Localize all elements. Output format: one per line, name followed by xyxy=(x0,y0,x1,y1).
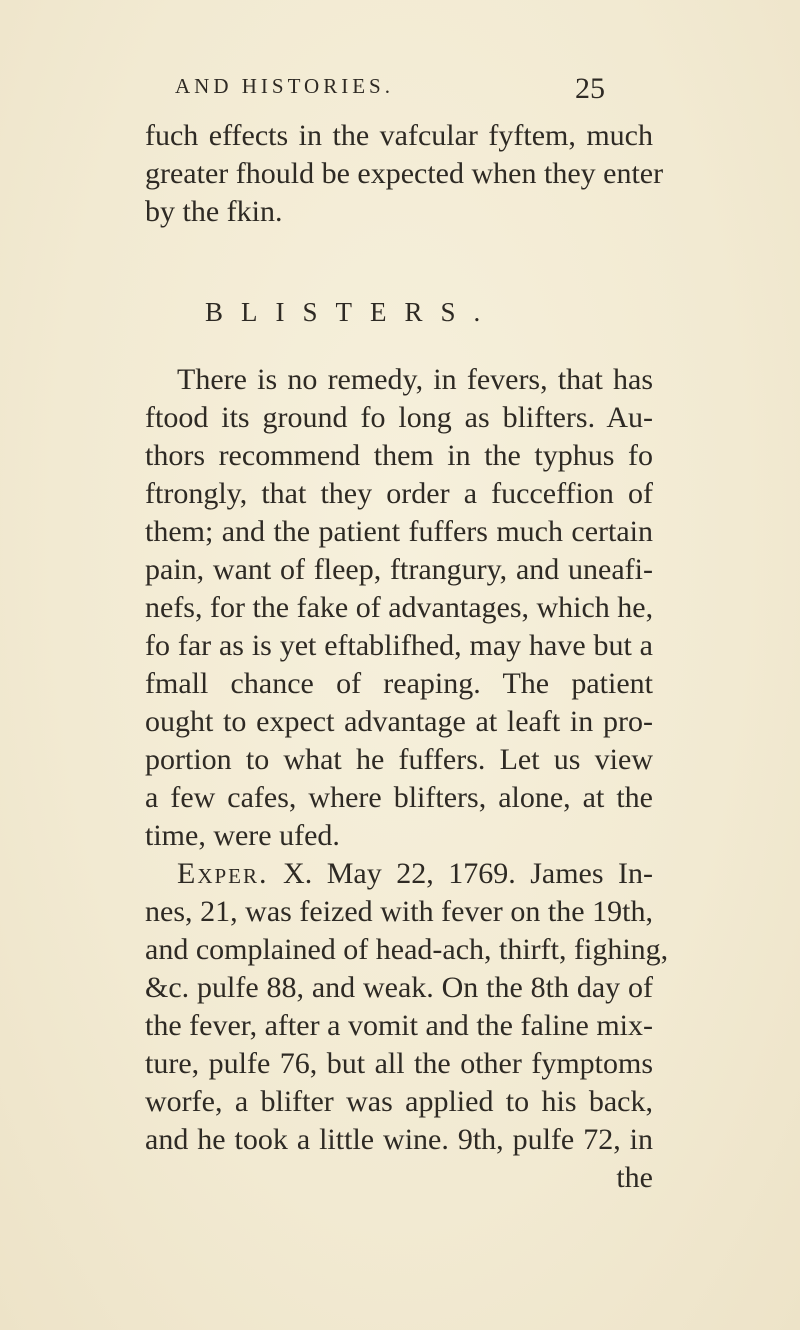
text-line: and complained of head-ach, thirft, fighing, xyxy=(145,933,669,966)
catchword: the xyxy=(616,1161,653,1194)
text-line: fo far as is yet eftablifhed, may have but a xyxy=(145,629,653,662)
experiment-first-line xyxy=(177,854,653,894)
text-line: fmall chance of reaping. The patient xyxy=(145,667,653,700)
text-line: nes, 21, was feized with fever on the 19th, xyxy=(145,895,653,928)
text-line: fuch effects in the vafcular fyftem, much xyxy=(145,119,653,152)
text-line: &c. pulfe 88, and weak. On the 8th day of xyxy=(145,971,653,1004)
text-line: time, were ufed. xyxy=(145,819,340,852)
running-head: AND HISTORIES. xyxy=(175,74,394,98)
text-line: by the fkin. xyxy=(145,195,283,228)
text-line: greater fhould be expected when they enter xyxy=(145,157,664,190)
text-line: and he took a little wine. 9th, pulfe 72, in xyxy=(145,1123,653,1156)
section-heading: BLISTERS. xyxy=(205,297,499,327)
text-line: worfe, a blifter was applied to his back, xyxy=(145,1085,653,1118)
text-line: pain, want of fleep, ftrangury, and uneafi- xyxy=(145,553,653,586)
page-header xyxy=(175,72,605,112)
text-line: ftood its ground fo long as blifters. Au- xyxy=(145,401,653,434)
text-line: the fever, after a vomit and the faline mix- xyxy=(145,1009,653,1042)
page-number: 25 xyxy=(575,72,605,105)
text-line: ftrongly, that they order a fucceffion of xyxy=(145,477,653,510)
text-line: ought to expect advantage at leaft in pro- xyxy=(145,705,653,738)
text-line: portion to what he fuffers. Let us view xyxy=(145,743,653,776)
text-line: them; and the patient fuffers much certain xyxy=(145,515,653,548)
text-line: a few cafes, where blifters, alone, at the xyxy=(145,781,653,814)
experiment-first-line-text: X. May 22, 1769. James In- xyxy=(283,857,654,890)
text-line: nefs, for the fake of advantages, which he, xyxy=(145,591,654,624)
text-line: ture, pulfe 76, but all the other fymptoms xyxy=(145,1047,653,1080)
text-line: There is no remedy, in fevers, that has xyxy=(177,363,653,396)
experiment-label: Exper. xyxy=(177,857,269,890)
text-line: thors recommend them in the typhus fo xyxy=(145,439,653,472)
